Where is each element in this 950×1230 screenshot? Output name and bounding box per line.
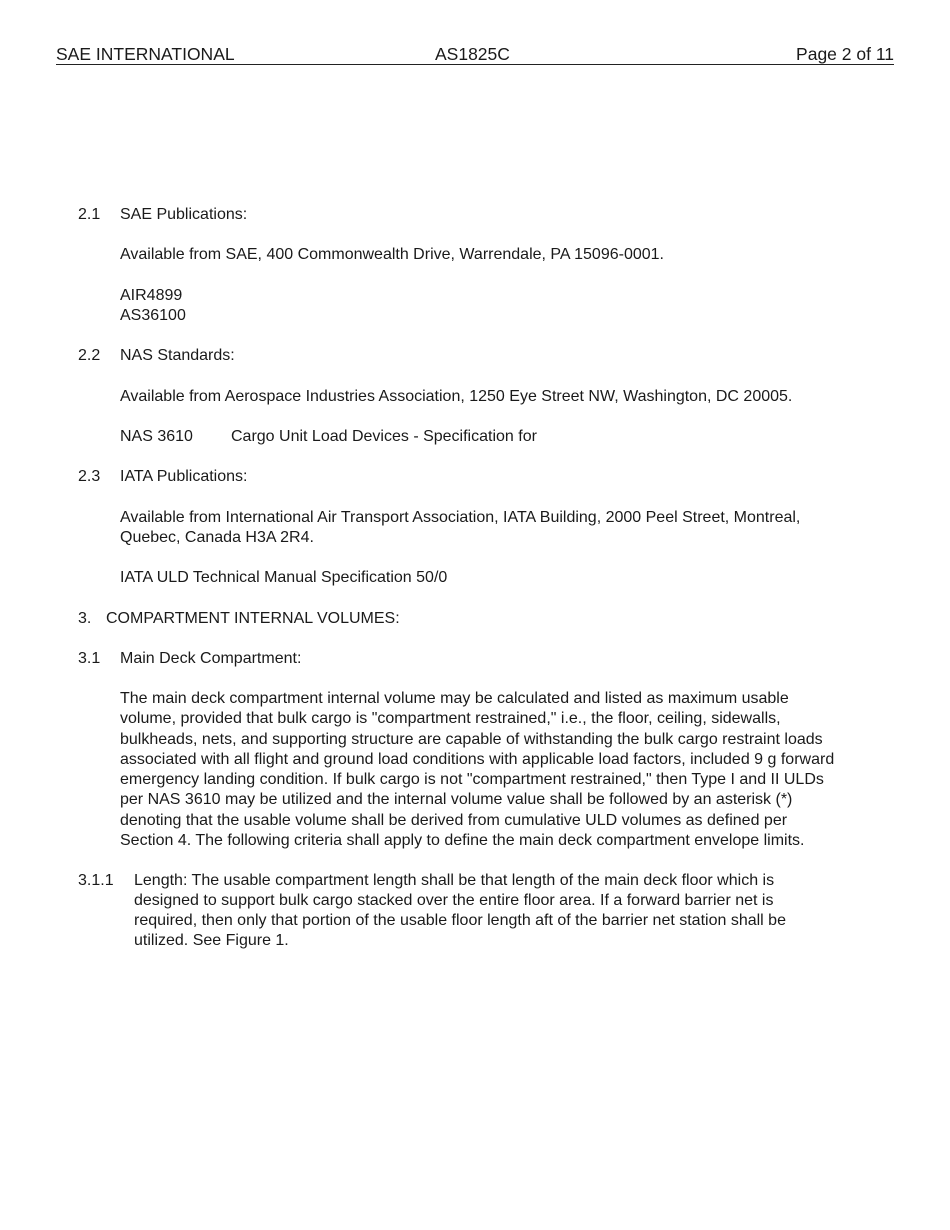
header-document-number: AS1825C: [435, 44, 510, 64]
section-2-1-availability: Available from SAE, 400 Commonwealth Drive, Warrendale, PA 15096-0001.: [120, 246, 664, 263]
page-header: [56, 44, 894, 65]
header-organization: SAE INTERNATIONAL: [56, 44, 235, 64]
section-2-3-availability-line: Available from International Air Transport Association, IATA Building, 2000 Peel Street, Montreal,: [120, 509, 801, 526]
iata-document: IATA ULD Technical Manual Specification 50/0: [120, 569, 448, 586]
section-2-3-title: IATA Publications:: [120, 468, 248, 485]
nas-document-number: NAS 3610: [120, 428, 193, 445]
section-3-1-title: Main Deck Compartment:: [120, 650, 302, 667]
section-3-number: 3.: [78, 610, 92, 627]
section-3-1-1-paragraph-line: designed to support bulk cargo stacked over the entire floor area. If a forward barrier net is: [134, 892, 774, 909]
section-2-1-title: SAE Publications:: [120, 206, 248, 223]
nas-document-title: Cargo Unit Load Devices - Specification for: [231, 428, 537, 445]
section-3-1-paragraph-line: per NAS 3610 may be utilized and the internal volume value shall be followed by an asterisk (*): [120, 791, 793, 808]
section-2-1-number: 2.1: [78, 206, 101, 223]
reference-document: AIR4899: [120, 287, 183, 304]
section-3-1-number: 3.1: [78, 650, 101, 667]
section-2-2-number: 2.2: [78, 347, 101, 364]
section-3-1-paragraph-line: Section 4. The following criteria shall apply to define the main deck compartment envelope limits.: [120, 832, 805, 849]
section-2-3-availability-line: Quebec, Canada H3A 2R4.: [120, 529, 314, 546]
section-3-1-paragraph-line: denoting that the usable volume shall be derived from cumulative ULD volumes as defined per: [120, 812, 788, 829]
section-2-2-title: NAS Standards:: [120, 347, 235, 364]
section-3-1-1-paragraph-line: Length: The usable compartment length shall be that length of the main deck floor which is: [134, 872, 775, 889]
header-page-number: Page 2 of 11: [796, 44, 894, 64]
section-3-1-paragraph-line: associated with all flight and ground load conditions with applicable load factors, included 9 g forward: [120, 751, 835, 768]
section-3-1-1-number: 3.1.1: [78, 872, 114, 889]
section-3-1-1-paragraph-line: required, then only that portion of the usable floor length aft of the barrier net station shall be: [134, 912, 786, 929]
section-3-1-paragraph-line: volume, provided that bulk cargo is "compartment restrained," i.e., the floor, ceiling, sidewalls,: [120, 710, 781, 727]
section-3-1-1-paragraph-line: utilized. See Figure 1.: [134, 932, 289, 949]
section-3-1-paragraph-line: The main deck compartment internal volume may be calculated and listed as maximum usable: [120, 690, 789, 707]
section-3-title: COMPARTMENT INTERNAL VOLUMES:: [106, 610, 400, 627]
section-2-2-availability: Available from Aerospace Industries Association, 1250 Eye Street NW, Washington, DC 20005.: [120, 388, 793, 405]
reference-document: AS36100: [120, 307, 186, 324]
section-3-1-paragraph-line: emergency landing condition. If bulk cargo is not "compartment restrained," then Type I and II ULDs: [120, 771, 824, 788]
section-2-3-number: 2.3: [78, 468, 101, 485]
section-3-1-paragraph-line: bulkheads, nets, and supporting structure are capable of withstanding the bulk cargo restraint loads: [120, 731, 823, 748]
